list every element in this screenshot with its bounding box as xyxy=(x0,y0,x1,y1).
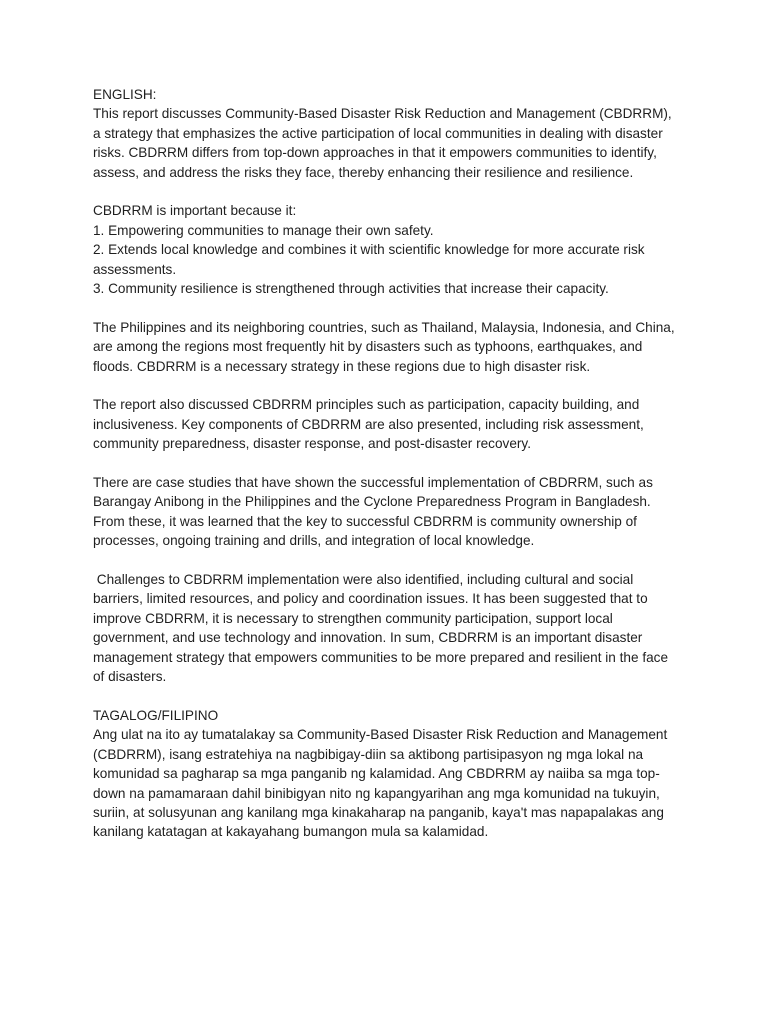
importance-lead: CBDRRM is important because it: xyxy=(93,203,297,219)
challenges-paragraph: Challenges to CBDRRM implementation were also identified, including cultural and social barriers, limited resources, and policy and coordination issues. It has been suggested that to improve CBDRRM, it is necessary to strengthen community participation, support local government, and use technology and innovation. In sum, CBDRRM is an important disaster management strategy that empowers communities to be more prepared and resilient in the face of disasters. xyxy=(93,572,672,685)
paragraph-spacer xyxy=(93,298,683,317)
principles-paragraph: The report also discussed CBDRRM principles such as participation, capacity building, and inclusiveness. Key components of CBDRRM are also presented, including risk assessment, community preparedness, disaster response, and post-disaster recovery. xyxy=(93,397,644,452)
paragraph-spacer xyxy=(93,551,683,570)
tagalog-heading: TAGALOG/FILIPINO xyxy=(93,707,219,723)
paragraph-spacer xyxy=(93,182,683,201)
tagalog-intro-paragraph: Ang ulat na ito ay tumatalakay sa Community-Based Disaster Risk Reduction and Management (CBDRRM), isang estratehiya na nagbibigay-diin sa aktibong partisipasyon ng mga lokal na komunidad sa pagharap sa mga panganib ng kalamidad. Ang CBDRRM ay naiiba sa mga top-down na pamamaraan dahil binibigyan nito ng kapangyarihan ang mga komunidad na tukuyin, suriin, at solusyunan ang kanilang mga kinakaharap na panganib, kaya't mas napapalakas ang kanilang katatagan at kakayahang bumangon mula sa kalamidad. xyxy=(93,727,668,840)
paragraph-spacer xyxy=(93,376,683,395)
english-intro-paragraph: This report discusses Community-Based Disaster Risk Reduction and Management (CBDRRM), a strategy that emphasizes the active participation of local communities in dealing with disaster risks. CBDRRM differs from top-down approaches in that it empowers communities to identify, assess, and address the risks they face, thereby enhancing their resilience and resilience. xyxy=(93,106,672,180)
importance-item-2: 2. Extends local knowledge and combines it with scientific knowledge for more accurate risk assessments. xyxy=(93,242,645,277)
importance-item-3: 3. Community resilience is strengthened through activities that increase their capacity. xyxy=(93,281,609,297)
case-studies-paragraph: There are case studies that have shown the successful implementation of CBDRRM, such as Barangay Anibong in the Philippines and the Cyclone Preparedness Program in Bangladesh. From these, it was learned that the key to successful CBDRRM is community ownership of processes, ongoing training and drills, and integration of local knowledge. xyxy=(93,475,653,549)
importance-item-1: 1. Empowering communities to manage their own safety. xyxy=(93,222,434,238)
english-heading: ENGLISH: xyxy=(93,87,157,102)
paragraph-spacer xyxy=(93,687,683,706)
document-body xyxy=(93,85,683,842)
region-paragraph: The Philippines and its neighboring countries, such as Thailand, Malaysia, Indonesia, and China, are among the regions most frequently hit by disasters such as typhoons, earthquakes, and floods. CBDRRM is a necessary strategy in these regions due to high disaster risk. xyxy=(93,319,675,374)
paragraph-spacer xyxy=(93,454,683,473)
